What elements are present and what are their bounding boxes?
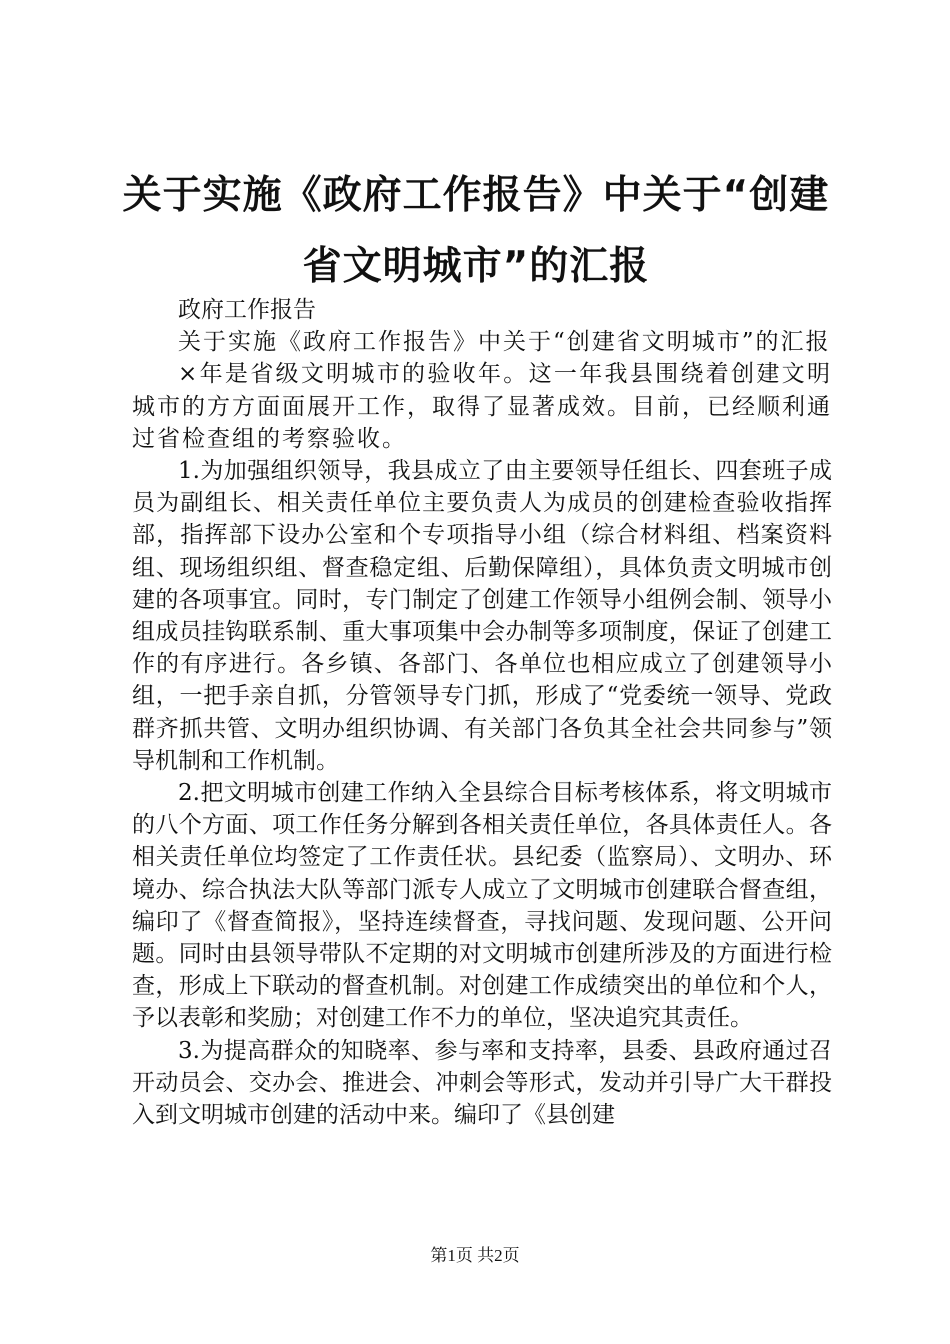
- paragraph-item-3: 3.为提高群众的知晓率、参与率和支持率，县委、县政府通过召开动员会、交办会、推进会、冲刺会等形式，发动并引导广大干群投入到文明城市创建的活动中来。编印了《县创建: [132, 1037, 832, 1129]
- page-footer: 第1页 共2页: [430, 1246, 520, 1265]
- paragraph-item-1: 1.为加强组织领导，我县成立了由主要领导任组长、四套班子成员为副组长、相关责任单位主要负责人为成员的创建检查验收指挥部，指挥部下设办公室和个专项指导小组（综合材料组、档案资料组、现场组织组、督查稳定组、后勤保障组），具体负责文明城市创建的各项事宜。同时，专门制定了创建工作领导小组例会制、领导小组成员挂钩联系制、重大事项集中会办制等多项制度，保证了创建工作的有序进行。各乡镇、各部门、各单位也相应成立了创建领导小组，一把手亲自抓，分管领导专门抓，形成了“党委统一领导、党政群齐抓共管、文明办组织协调、有关部门各负其全社会共同参与”领导机制和工作机制。: [132, 458, 832, 774]
- document-body: [132, 294, 832, 1131]
- paragraph-intro: ×年是省级文明城市的验收年。这一年我县围绕着创建文明城市的方方面面展开工作，取得了显著成效。目前，已经顺利通过省检查组的考察验收。: [132, 361, 832, 452]
- paragraph-item-2: 2.把文明城市创建工作纳入全县综合目标考核体系，将文明城市的八个方面、项工作任务分解到各相关责任单位，各具体责任人。各相关责任单位均签定了工作责任状。县纪委（监察局）、文明办、环境办、综合执法大队等部门派专人成立了文明城市创建联合督查组，编印了《督查简报》，坚持连续督查，寻找问题、发现问题、公开问题。同时由县领导带队不定期的对文明城市创建所涉及的方面进行检查，形成上下联动的督查机制。对创建工作成绩突出的单位和个人，予以表彰和奖励；对创建工作不力的单位，坚决追究其责任。: [132, 780, 832, 1032]
- document-title: 关于实施《政府工作报告》中关于“创建省文明城市”的汇报: [122, 173, 830, 289]
- paragraph-heading: 关于实施《政府工作报告》中关于“创建省文明城市”的汇报: [178, 329, 831, 356]
- paragraph-subtitle: 政府工作报告: [178, 297, 316, 323]
